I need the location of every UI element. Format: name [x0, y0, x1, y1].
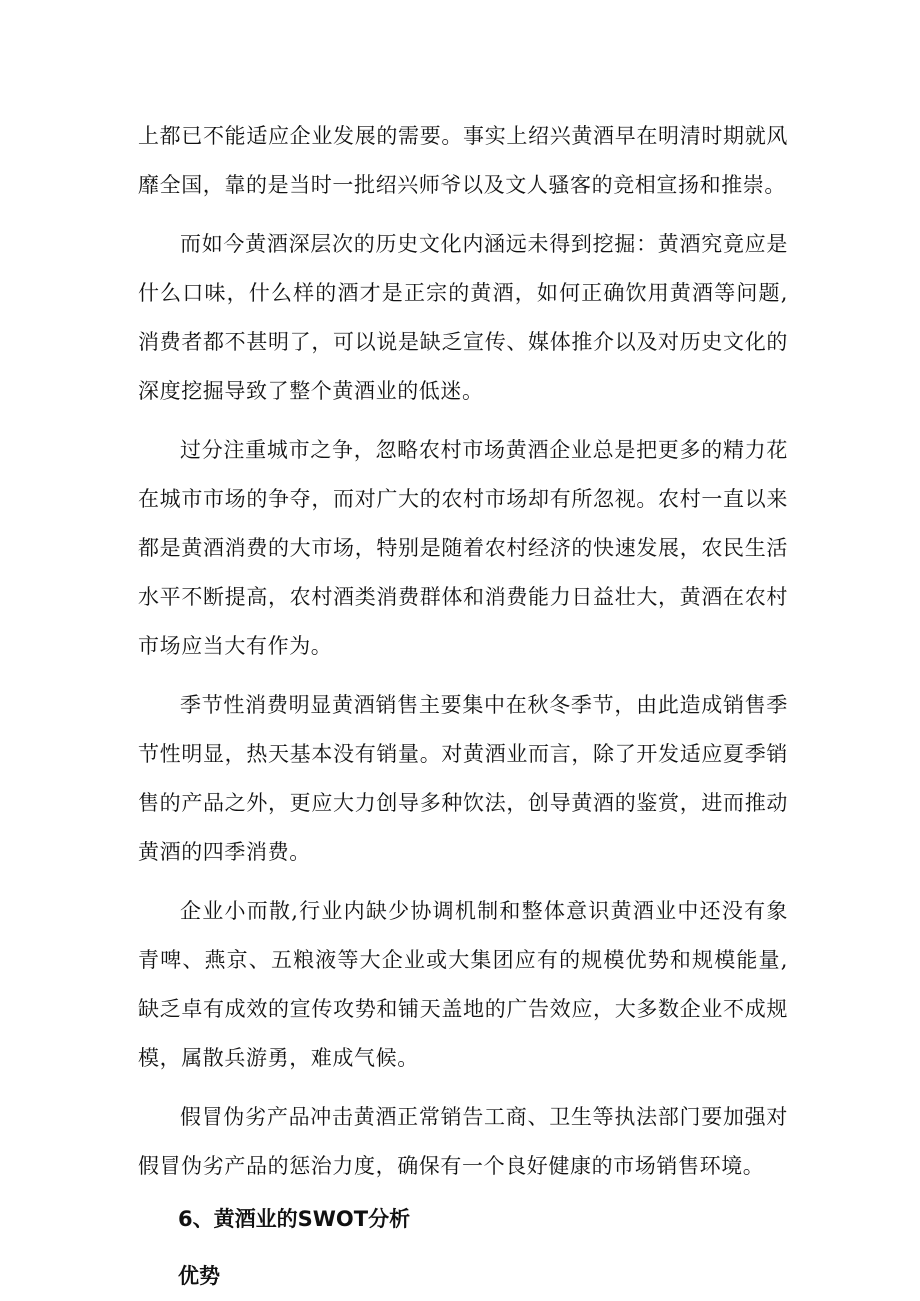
- paragraph-industry-scale: 企业小而散,行业内缺少协调机制和整体意识黄酒业中还没有象青啤、燕京、五粮液等大企业或大集团应有的规模优势和规模能量,缺乏卓有成效的宣传攻势和铺天盖地的广告效应，大多数企业不成规模，属散兵游勇，难成气候。: [138, 899, 788, 1070]
- document-body: [138, 112, 788, 1301]
- paragraph-cultural-heritage: 而如今黄酒深层次的历史文化内涵远未得到挖掘：黄酒究竟应是什么口味，什么样的酒才是正宗的黄酒，如何正确饮用黄酒等问题,消费者都不甚明了，可以说是缺乏宣传、媒体推介以及对历史文化的深度挖掘导致了整个黄酒业的低迷。: [138, 232, 788, 403]
- paragraph-seasonality: 季节性消费明显黄酒销售主要集中在秋冬季节，由此造成销售季节性明显，热天基本没有销量。对黄酒业而言，除了开发适应夏季销售的产品之外，更应大力创导多种饮法，创导黄酒的鉴赏，进而推动黄酒的四季消费。: [138, 693, 788, 864]
- paragraph-counterfeit: 假冒伪劣产品冲击黄酒正常销告工商、卫生等执法部门要加强对假冒伪劣产品的惩治力度，确保有一个良好健康的市场销售环境。: [138, 1105, 788, 1178]
- subheading-strengths: 优势: [178, 1264, 220, 1288]
- paragraph-continuation: 上都已不能适应企业发展的需要。事实上绍兴黄酒早在明清时期就风靡全国，靠的是当时一批绍兴师爷以及文人骚客的竞相宣扬和推崇。: [138, 124, 788, 197]
- paragraph-rural-market: 过分注重城市之争，忽略农村市场黄酒企业总是把更多的精力花在城市市场的争夺，而对广大的农村市场却有所忽视。农村一直以来都是黄酒消费的大市场，特别是随着农村经济的快速发展，农民生活水平不断提高，农村酒类消费群体和消费能力日益壮大，黄酒在农村市场应当大有作为。: [138, 438, 788, 658]
- section-heading-swot: 6、黄酒业的SWOT分析: [178, 1207, 411, 1231]
